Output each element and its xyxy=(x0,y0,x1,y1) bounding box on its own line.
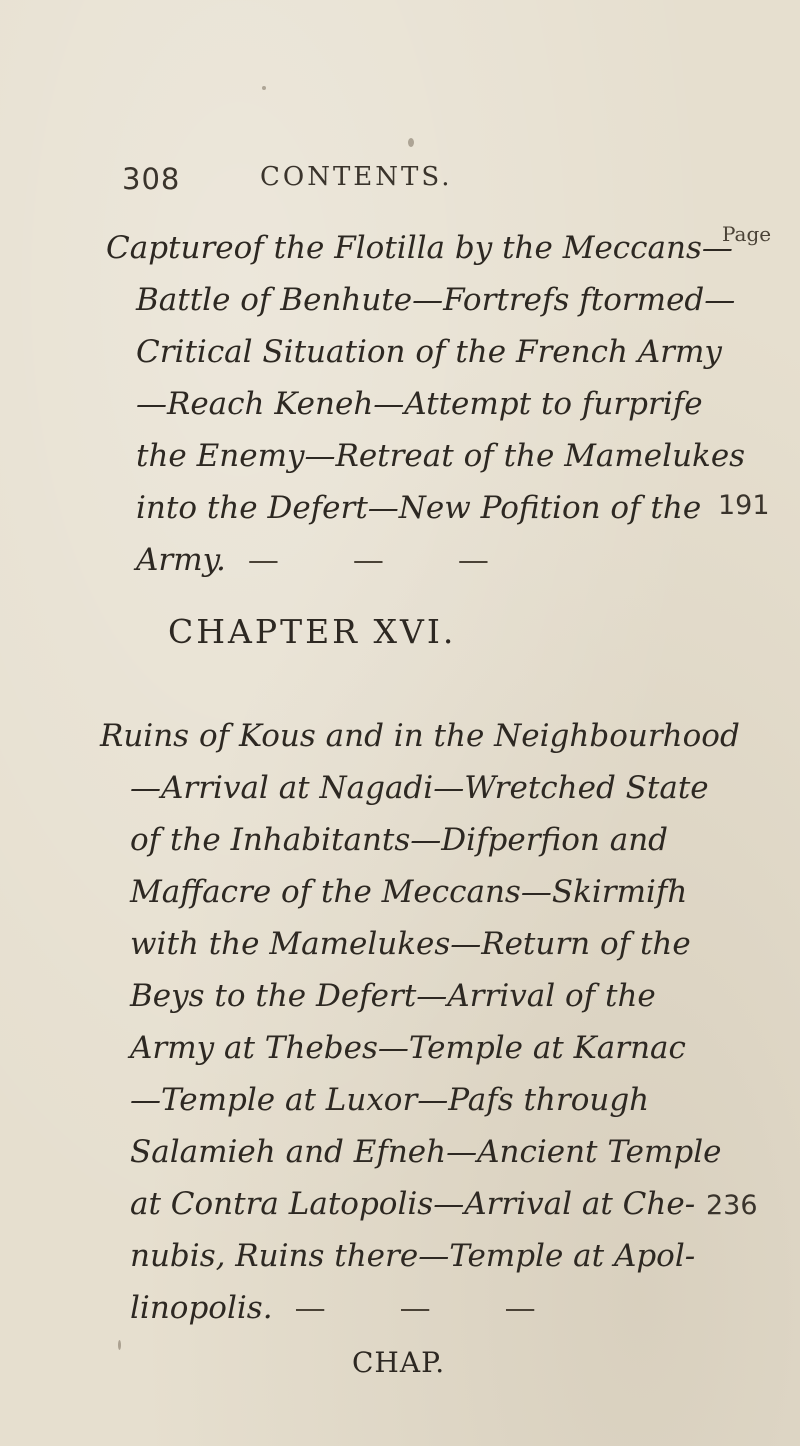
contents-entry xyxy=(106,222,745,586)
catchword: CHAP. xyxy=(352,1346,446,1379)
entry-line: Ruins of Kous and in the Neighbourhood xyxy=(100,718,740,754)
ink-speck xyxy=(262,86,266,90)
entry-line: Battle of Benhute—Fortrefs ftormed— xyxy=(136,282,736,318)
leader-dash: — xyxy=(247,542,283,578)
ink-speck xyxy=(408,138,414,147)
entry-line: Maffacre of the Meccans—Skirmifh xyxy=(130,874,688,910)
entry-line-last xyxy=(106,534,745,586)
chapter-heading: CHAPTER XVI. xyxy=(168,612,457,651)
entry-line: of the Inhabitants—Difperfion and xyxy=(130,822,669,858)
leader-dashes xyxy=(248,534,563,586)
page-column-label: Page xyxy=(722,222,772,246)
running-head xyxy=(122,162,682,202)
running-title: CONTENTS. xyxy=(260,162,453,192)
entry-line: Captureof the Flotilla by the Meccans— xyxy=(106,230,733,266)
ink-speck xyxy=(118,1340,121,1350)
contents-entry xyxy=(100,710,740,1334)
entry-line: Beys to the Defert—Arrival of the xyxy=(130,978,656,1014)
leader-dash: — xyxy=(399,1290,435,1326)
entry-line-text: Army. xyxy=(136,542,226,578)
entry-line: —Temple at Luxor—Pafs through xyxy=(130,1082,650,1118)
entry-line: Army at Thebes—Temple at Karnac xyxy=(130,1030,686,1066)
entry-line: —Reach Keneh—Attempt to furprife xyxy=(136,386,703,422)
entry-line-text: linopolis. xyxy=(130,1290,273,1326)
page-number: 308 xyxy=(122,162,181,196)
entry-line: into the Defert—New Pofition of the xyxy=(136,490,702,526)
entry-line: nubis, Ruins there—Temple at Apol- xyxy=(130,1238,696,1274)
entry-page-number: 236 xyxy=(706,1190,758,1221)
entry-page-number: 191 xyxy=(718,490,770,521)
leader-dash: — xyxy=(352,542,388,578)
entry-line: Salamieh and Efneh—Ancient Temple xyxy=(130,1134,722,1170)
entry-line: with the Mamelukes—Return of the xyxy=(130,926,691,962)
leader-dash: — xyxy=(294,1290,330,1326)
entry-line: —Arrival at Nagadi—Wretched State xyxy=(130,770,709,806)
entry-line: Critical Situation of the French Army xyxy=(136,334,722,370)
entry-line: the Enemy—Retreat of the Mamelukes xyxy=(136,438,746,474)
entry-line: at Contra Latopolis—Arrival at Che- xyxy=(130,1186,696,1222)
leader-dash: — xyxy=(457,542,493,578)
leader-dash: — xyxy=(504,1290,540,1326)
leader-dashes xyxy=(295,1282,610,1334)
entry-line-last xyxy=(100,1282,740,1334)
